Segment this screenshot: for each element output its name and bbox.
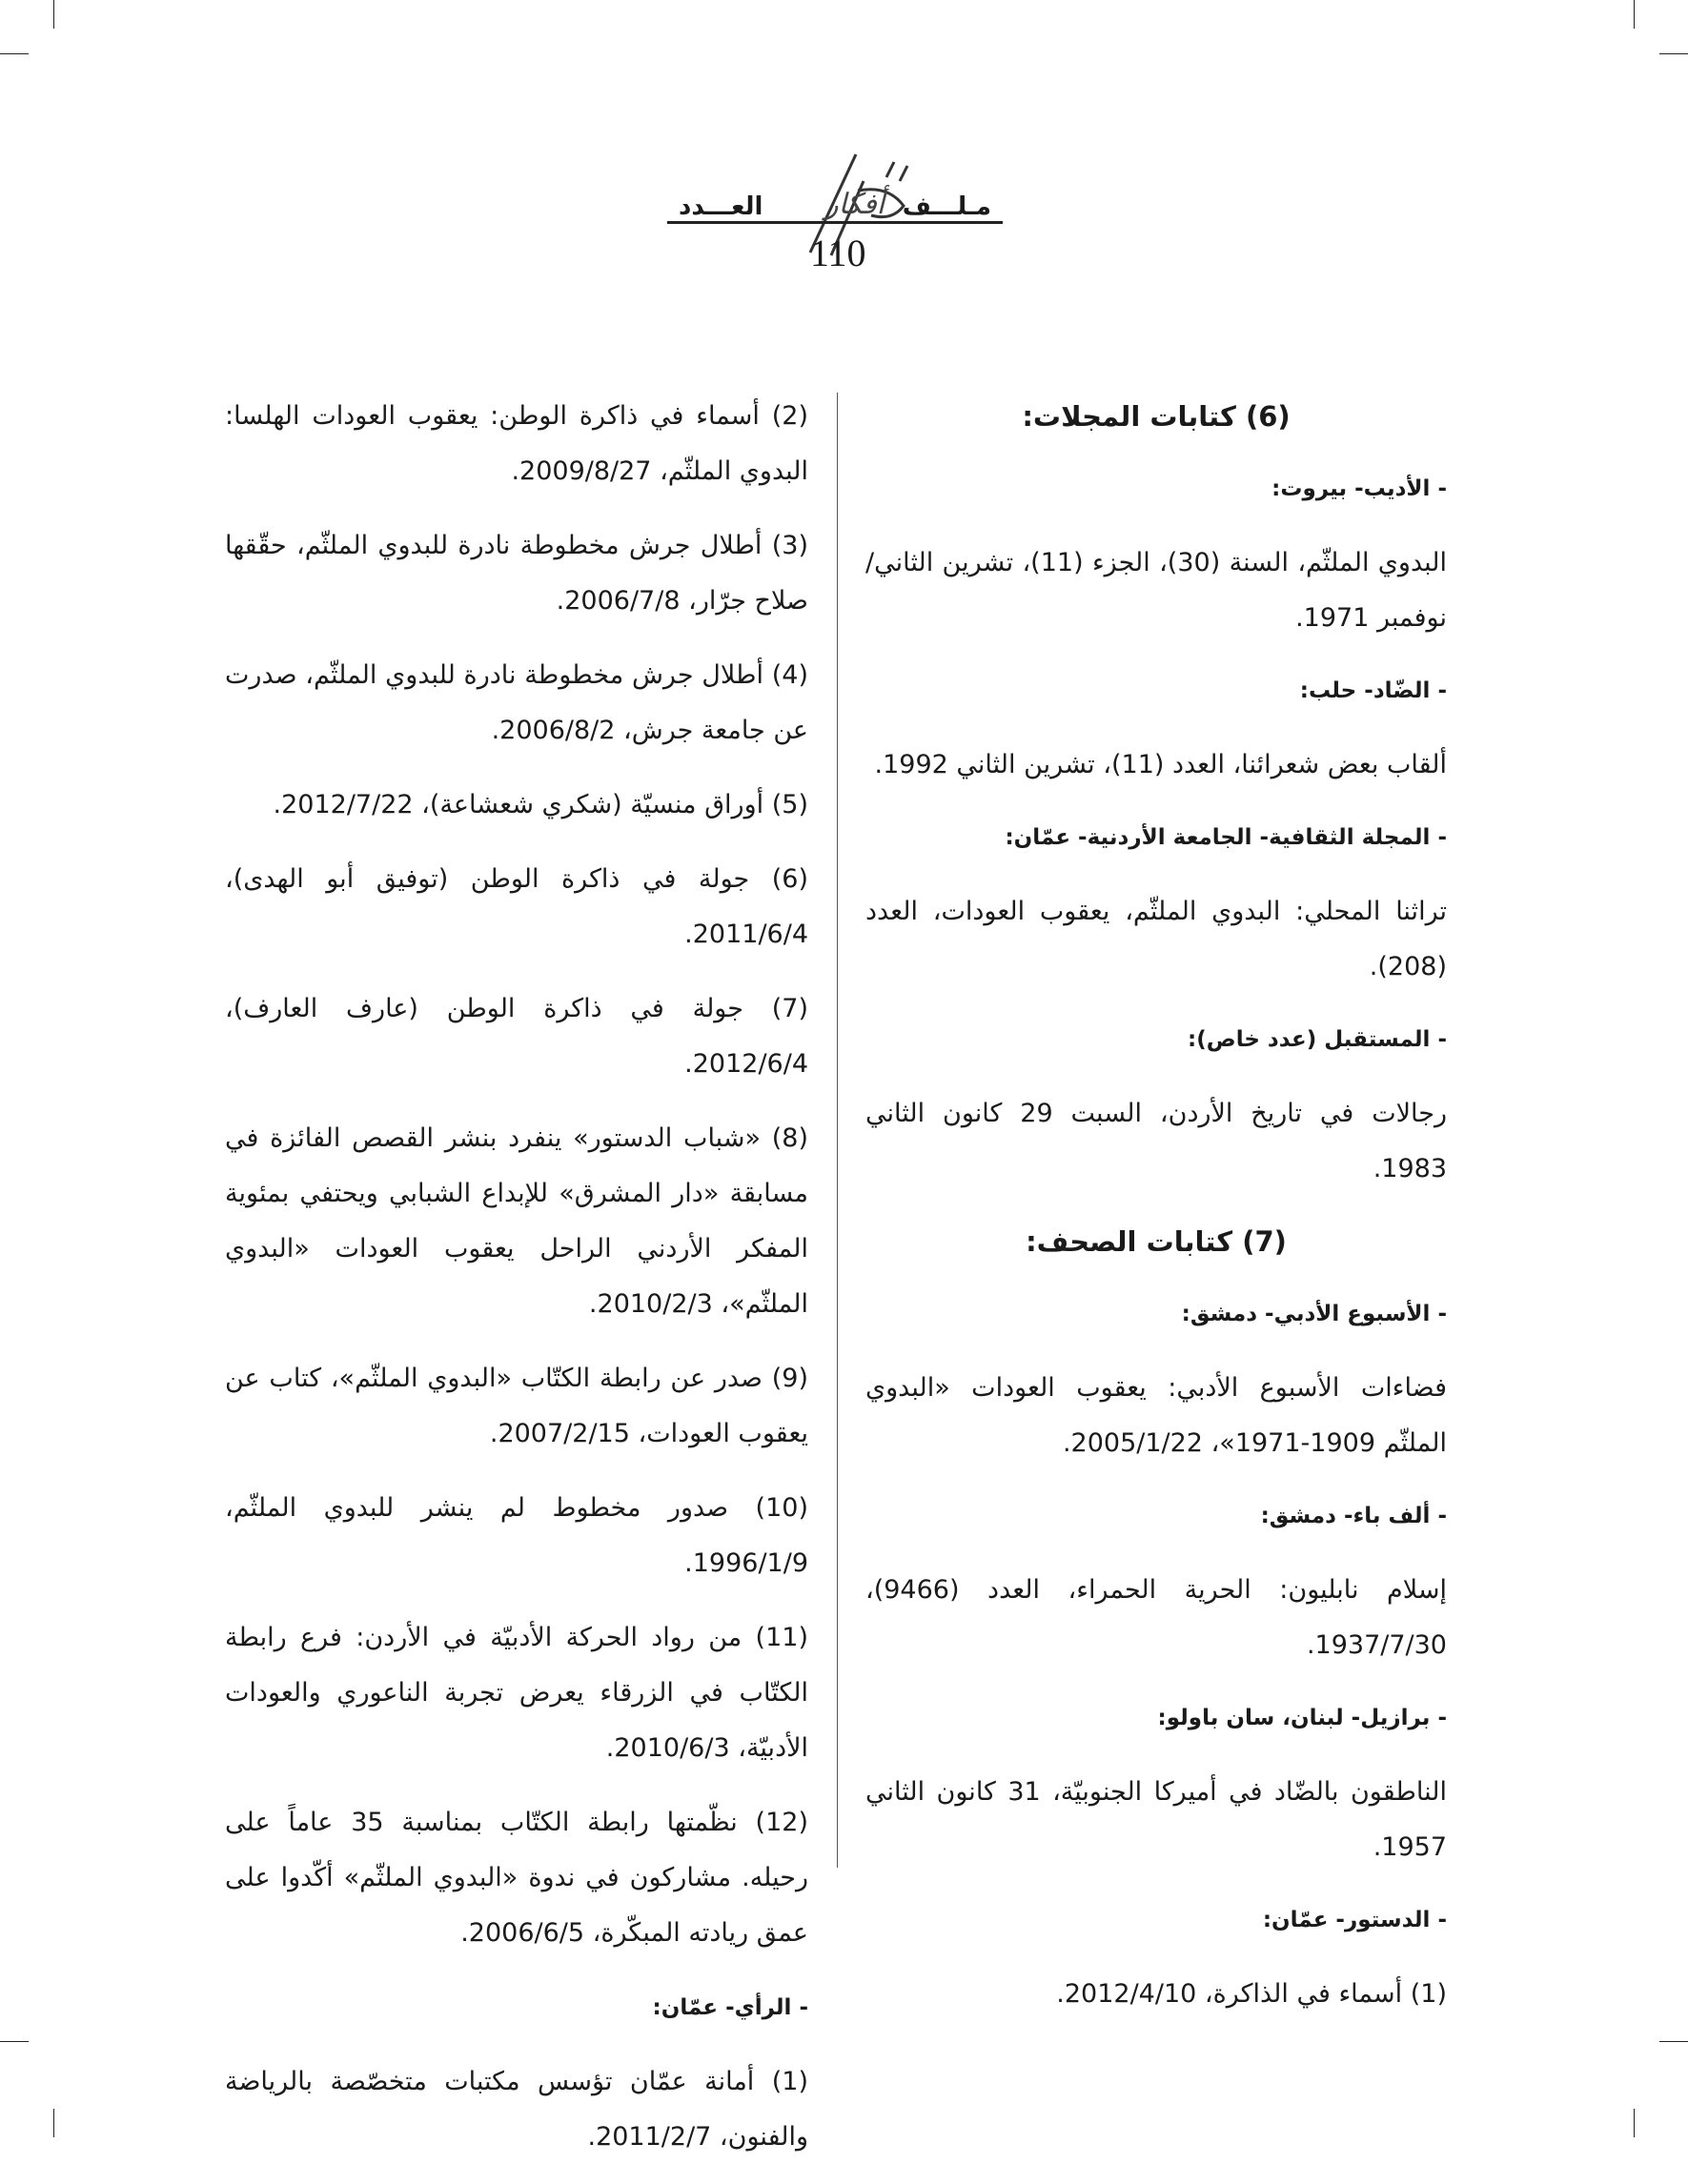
reference-item: (1) أمانة عمّان تؤسس مكتبات متخصّصة بالرياضة والفنون، 2011/2/7. [225,2067,808,2152]
reference-item: (5) أوراق منسيّة (شكري شعشاعة)، 2012/7/22. [273,790,808,819]
reference-item: (3) أطلال جرش مخطوطة نادرة للبدوي الملثّم، حقّقها صلاح جرّار، 2006/7/8. [225,531,808,616]
crop-mark [1634,0,1635,29]
left-column [225,389,808,2184]
source-heading: - المستقبل (عدد خاص): [1188,1027,1447,1052]
crop-mark [0,53,29,54]
source-entry: البدوي الملثّم، السنة (30)، الجزء (11)، تشرين الثاني/ نوفمبر 1971. [865,548,1448,633]
source-heading: - الرأي- عمّان: [652,1995,808,2020]
reference-item: (12) نظّمتها رابطة الكتّاب بمناسبة 35 عاماً على رحيله. مشاركون في ندوة «البدوي الملثّم» أكّدوا على عمق ريادته المبكّرة، 2006/6/5. [225,1808,808,1948]
reference-item: (4) أطلال جرش مخطوطة نادرة للبدوي الملثّم، صدرت عن جامعة جرش، 2006/8/2. [225,660,808,745]
column-divider [837,393,838,1868]
reference-item: (9) صدر عن رابطة الكتّاب «البدوي الملثّم»، كتاب عن يعقوب العودات، 2007/2/15. [225,1364,808,1448]
running-header [667,143,1010,286]
reference-item: (7) جولة في ذاكرة الوطن (عارف العارف)، 2012/6/4. [225,994,808,1079]
crop-mark [53,2109,54,2137]
source-entry: تراثنا المحلي: البدوي الملثّم، يعقوب العودات، العدد (208). [865,897,1447,981]
header-issue-label: العـــدد [679,192,763,221]
header-rule [667,221,1003,224]
source-heading: - الأديب- بيروت: [1271,476,1447,501]
source-entry: الناطقون بالضّاد في أميركا الجنوبيّة، 31 كانون الثاني 1957. [865,1777,1447,1862]
reference-item: (2) أسماء في ذاكرة الوطن: يعقوب العودات الهلسا: البدوي الملثّم، 2009/8/27. [225,401,808,486]
source-heading: - الدستور- عمّان: [1262,1908,1447,1932]
reference-item: (11) من رواد الحركة الأدبيّة في الأردن: فرع رابطة الكتّاب في الزرقاء يعرض تجربة الناعوري والعودات الأدبيّة، 2010/6/3. [225,1623,808,1763]
source-entry: (1) أسماء في الذاكرة، 2012/4/10. [1056,1979,1447,2009]
source-entry: رجالات في تاريخ الأردن، السبت 29 كانون الثاني 1983. [865,1099,1447,1183]
source-heading: - المجلة الثقافية- الجامعة الأردنية- عمّان: [1005,825,1447,850]
crop-mark [1634,2109,1635,2137]
reference-item: (10) صدور مخطوط لم ينشر للبدوي الملثّم، 1996/1/9. [225,1493,808,1578]
crop-mark [53,0,54,29]
reference-item: (8) «شباب الدستور» ينفرد بنشر القصص الفائزة في مسابقة «دار المشرق» للإبداع الشبابي ويحتفي بمئوية المفكر الأردني الراحل يعقوب العودات «البدوي الملثّم»، 2010/2/3. [225,1123,808,1319]
crop-mark [1659,2041,1688,2042]
page-number: 110 [810,232,866,274]
section-title-magazines: (6) كتابات المجلات: [1022,400,1291,433]
crop-mark [0,2041,29,2042]
logo-text: أفكار [824,188,885,221]
source-entry: فضاءات الأسبوع الأدبي: يعقوب العودات «البدوي الملثّم 1909-1971»، 2005/1/22. [865,1373,1447,1458]
source-heading: - ألف باء- دمشق: [1260,1504,1447,1528]
source-heading: - الأسبوع الأدبي- دمشق: [1181,1302,1447,1326]
source-entry: إسلام نابليون: الحرية الحمراء، العدد (9466)، 1937/7/30. [865,1575,1447,1660]
reference-item: (6) جولة في ذاكرة الوطن (توفيق أبو الهدى)، 2011/6/4. [225,864,808,949]
right-column [865,389,1447,2039]
source-heading: - الضّاد- حلب: [1299,678,1447,703]
section-title-newspapers: (7) كتابات الصحف: [1026,1225,1287,1258]
source-entry: ألقاب بعض شعرائنا، العدد (11)، تشرين الثاني 1992. [874,750,1447,779]
source-heading: - برازيل- لبنان، سان باولو: [1157,1706,1447,1730]
header-file-label: مـلـــف [902,192,991,221]
crop-mark [1659,53,1688,54]
